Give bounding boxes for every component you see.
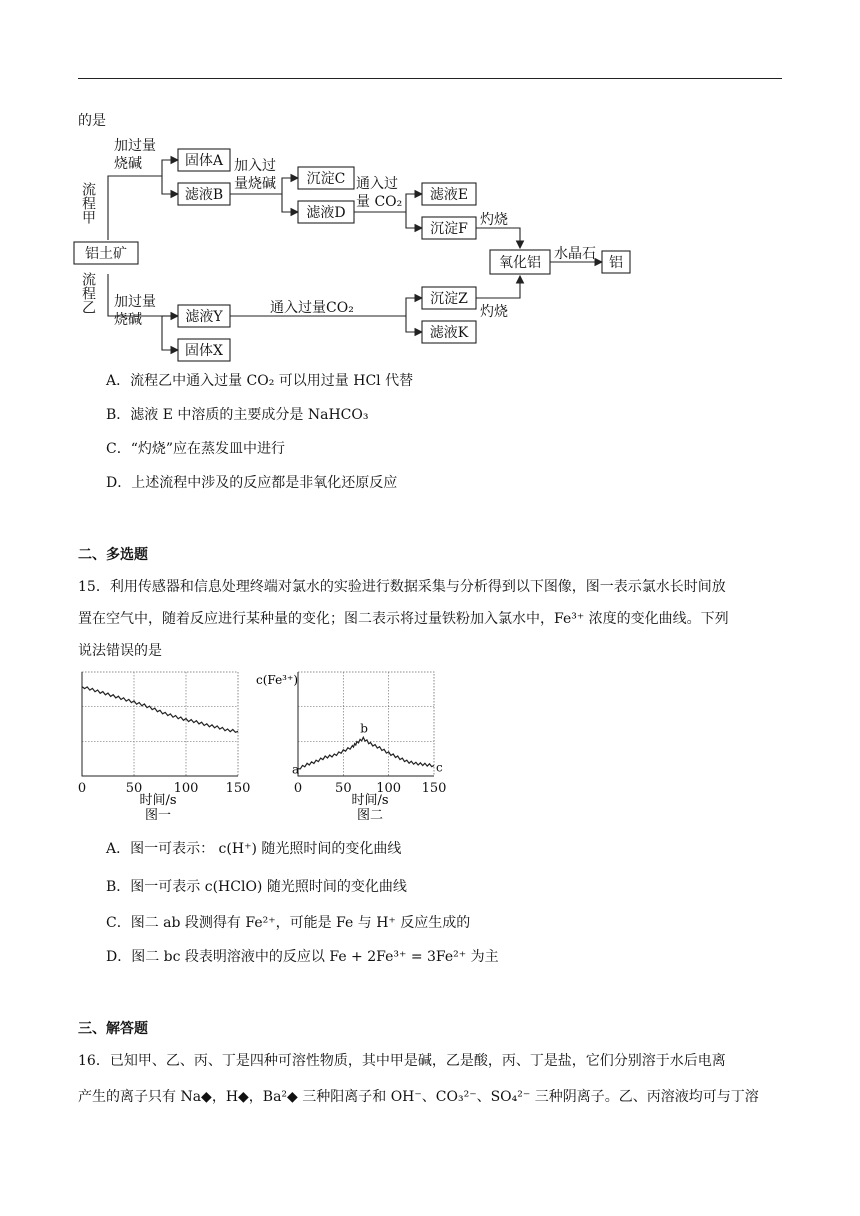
q15-option-b[interactable]: B．图一可表示 c(HClO) 随光照时间的变化曲线 [106, 879, 407, 895]
c1-xtick-label: 50 [125, 781, 143, 796]
label-solid-a: 固体A [184, 153, 224, 169]
c2-xtick-label: 100 [376, 781, 402, 796]
q15-option-d[interactable]: D．图二 bc 段表明溶液中的反应以 Fe + 2Fe³⁺ = 3Fe²⁺ 为主 [106, 949, 499, 965]
top-rule [78, 78, 782, 79]
q14-stem-tail: 的是 [78, 113, 106, 129]
label-add-excess-1: 加入过 [234, 158, 276, 174]
c1-xtick-label: 100 [173, 781, 199, 796]
label-ore: 铝土矿 [85, 246, 127, 262]
chart2-xlabel: 时间/s [351, 793, 389, 808]
q15-stem-line2: 置在空气中，随着反应进行某种量的变化；图二表示将过量铁粉加入氯水中，Fe³⁺ 浓度的变化曲线。下列 [78, 611, 729, 627]
label-burn-bottom: 灼烧 [480, 304, 508, 320]
chart1-series-line [82, 687, 238, 733]
chart1-xlabel: 时间/s [139, 793, 177, 808]
label-pass-excess-co2: 通入过量CO₂ [270, 300, 354, 316]
label-filtrate-b: 滤液B [184, 187, 224, 203]
section-3-heading: 三、解答题 [78, 1021, 148, 1037]
label-excess-base-1: 加过量 [114, 138, 156, 154]
q14-option-a[interactable]: A．流程乙中通入过量 CO₂ 可以用过量 HCl 代替 [106, 373, 414, 389]
q15-stem-line3: 说法错误的是 [78, 643, 162, 659]
c1-axes [82, 672, 238, 776]
c2-xtick-label: 50 [335, 781, 352, 796]
label-excess-base-1b: 加过量 [114, 294, 156, 310]
label-filtrate-y: 滤液Y [185, 309, 223, 325]
label-cryolite: 水晶石 [554, 246, 596, 262]
chart-figure-2 [250, 670, 450, 820]
c1-xtick-label: 150 [225, 781, 251, 796]
chart-figure-1 [70, 670, 260, 820]
label-filtrate-e: 滤液E [429, 187, 469, 203]
label-precip-f: 沉淀F [430, 221, 468, 237]
chart2-point-label-a: a [292, 762, 300, 777]
label-pass-co2-1: 通入过 [356, 176, 398, 192]
section-2-heading: 二、多选题 [78, 547, 148, 563]
label-burn-top: 灼烧 [480, 212, 508, 228]
label-filtrate-d: 滤液D [306, 205, 346, 221]
q14-option-d[interactable]: D．上述流程中涉及的反应都是非氧化还原反应 [106, 475, 398, 491]
label-pass-co2-2: 量 CO₂ [356, 194, 403, 210]
chart2-series-line [298, 737, 434, 769]
label-route-jia: 流程甲 [80, 182, 96, 224]
q14-option-b[interactable]: B．滤液 E 中溶质的主要成分是 NaHCO₃ [106, 407, 369, 423]
label-precip-z: 沉淀Z [430, 291, 468, 307]
q16-stem-line2: 产生的离子只有 Na◆，H◆，Ba²◆ 三种阳离子和 OH⁻、CO₃²⁻、SO₄²⁻ 三种阴离子。乙、丙溶液均可与丁溶 [78, 1089, 759, 1105]
label-excess-base-2: 烧碱 [114, 156, 142, 172]
q15-stem-line1: 15．利用传感器和信息处理终端对氯水的实验进行数据采集与分析得到以下图像，图一表示氯水长时间放 [78, 579, 726, 595]
chart1-title: 图一 [144, 808, 172, 820]
q16-stem-line1: 16．已知甲、乙、丙、丁是四种可溶性物质，其中甲是碱，乙是酸，丙、丁是盐，它们分别溶于水后电离 [78, 1053, 726, 1069]
label-solid-x: 固体X [185, 343, 223, 359]
c1-frame [82, 672, 238, 776]
q15-option-c[interactable]: C．图二 ab 段测得有 Fe²⁺，可能是 Fe 与 H⁺ 反应生成的 [106, 915, 471, 931]
q14-option-c[interactable]: C．“灼烧”应在蒸发皿中进行 [106, 441, 286, 457]
chart2-title: 图二 [356, 808, 384, 820]
process-flowchart [70, 134, 670, 366]
c2-xtick-label: 0 [293, 781, 303, 796]
label-precip-c: 沉淀C [306, 171, 346, 187]
label-route-yi: 流程乙 [80, 272, 96, 314]
q15-option-a[interactable]: A．图一可表示： c(H⁺) 随光照时间的变化曲线 [106, 841, 402, 857]
chart2-ylabel: c(Fe³⁺) [256, 673, 298, 687]
label-filtrate-k: 滤液K [429, 325, 469, 341]
label-aluminum: 铝 [609, 255, 623, 271]
chart2-point-label-b: b [360, 721, 368, 736]
c2-xtick-label: 150 [421, 781, 447, 796]
c1-xtick-label: 0 [77, 781, 87, 796]
label-add-excess-2: 量烧碱 [234, 176, 276, 192]
chart2-point-label-c: c [436, 760, 443, 775]
label-alumina: 氧化铝 [499, 255, 541, 271]
label-excess-base-2b: 烧碱 [114, 312, 142, 328]
